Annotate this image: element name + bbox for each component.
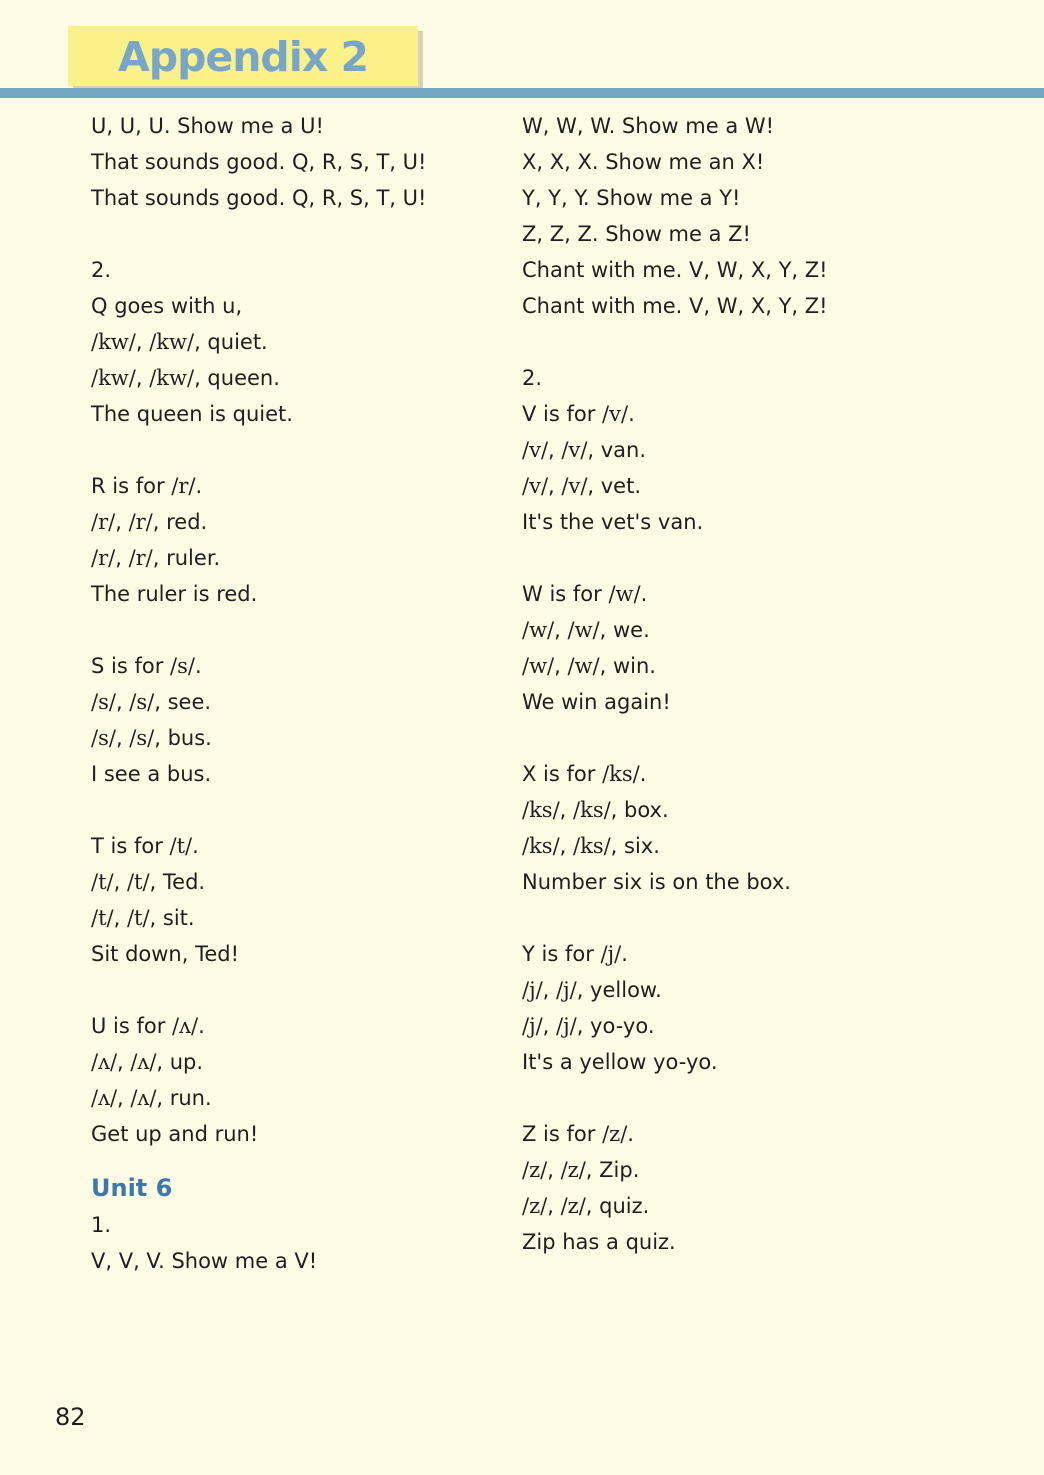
text-line: I see a bus. [91, 762, 212, 786]
text-line: We win again! [522, 690, 671, 714]
text-line: Z, Z, Z. Show me a Z! [522, 222, 751, 246]
text-line: Chant with me. V, W, X, Y, Z! [522, 258, 828, 282]
text-line: The ruler is red. [91, 582, 258, 606]
phonetic-symbol: /s/ [129, 690, 155, 714]
phonetic-symbol: /w/ [567, 654, 600, 678]
text-line: W, W, W. Show me a W! [522, 114, 775, 138]
text-line: /v/, /v/, vet. [522, 474, 641, 498]
phonetic-symbol: /t/ [91, 906, 114, 930]
text-line: /ks/, /ks/, six. [522, 834, 660, 858]
phonetic-symbol: /j/ [522, 1014, 543, 1038]
phonetic-symbol: /ks/ [522, 834, 560, 858]
phonetic-symbol: /t/ [126, 906, 150, 930]
phonetic-symbol: /v/ [561, 474, 588, 498]
text-line: V, V, V. Show me a V! [91, 1249, 318, 1273]
phonetic-symbol: /kw/ [149, 366, 195, 390]
text-line: V is for /v/. [522, 402, 635, 426]
phonetic-symbol: /s/ [170, 654, 195, 678]
header-divider [0, 88, 1044, 98]
text-line: /ʌ/, /ʌ/, up. [91, 1050, 204, 1074]
blank-line [522, 540, 992, 576]
text-line: That sounds good. Q, R, S, T, U! [91, 150, 427, 174]
blank-line [522, 720, 992, 756]
text-line: /ʌ/, /ʌ/, run. [91, 1086, 212, 1110]
text-line: /z/, /z/, Zip. [522, 1158, 640, 1182]
left-column [91, 108, 491, 1279]
text-line: /ks/, /ks/, box. [522, 798, 669, 822]
text-line: Q goes with u, [91, 294, 243, 318]
text-line: U is for /ʌ/. [91, 1014, 205, 1038]
phonetic-symbol: /ʌ/ [91, 1050, 118, 1074]
phonetic-symbol: /s/ [91, 726, 116, 750]
text-line: It's a yellow yo-yo. [522, 1050, 718, 1074]
text-line: /j/, /j/, yo-yo. [522, 1014, 655, 1038]
text-line: Chant with me. V, W, X, Y, Z! [522, 294, 828, 318]
phonetic-symbol: /v/ [561, 438, 588, 462]
phonetic-symbol: /kw/ [91, 366, 136, 390]
text-line: /t/, /t/, Ted. [91, 870, 206, 894]
text-line: The queen is quiet. [91, 402, 293, 426]
text-line: R is for /r/. [91, 474, 203, 498]
right-column [522, 108, 992, 1260]
text-line: Sit down, Ted! [91, 942, 240, 966]
phonetic-symbol: /kw/ [91, 330, 136, 354]
phonetic-symbol: /ks/ [602, 762, 640, 786]
phonetic-symbol: /ʌ/ [91, 1086, 118, 1110]
phonetic-symbol: /t/ [126, 870, 150, 894]
phonetic-symbol: /r/ [171, 474, 196, 498]
text-line: That sounds good. Q, R, S, T, U! [91, 186, 427, 210]
left-unit-block [91, 1207, 491, 1279]
text-line: /kw/, /kw/, quiet. [91, 330, 268, 354]
phonetic-symbol: /j/ [556, 978, 577, 1002]
text-line: 1. [91, 1213, 112, 1237]
blank-line [91, 216, 491, 252]
text-line: /w/, /w/, win. [522, 654, 656, 678]
phonetic-symbol: /j/ [522, 978, 543, 1002]
phonetic-symbol: /z/ [560, 1158, 586, 1182]
blank-line [91, 432, 491, 468]
phonetic-symbol: /z/ [522, 1194, 548, 1218]
text-line: S is for /s/. [91, 654, 202, 678]
blank-line [91, 972, 491, 1008]
text-line: Number six is on the box. [522, 870, 791, 894]
text-line: /j/, /j/, yellow. [522, 978, 662, 1002]
phonetic-symbol: /ks/ [522, 798, 560, 822]
text-line: U, U, U. Show me a U! [91, 114, 324, 138]
phonetic-symbol: /s/ [91, 690, 116, 714]
text-line: /s/, /s/, bus. [91, 726, 212, 750]
phonetic-symbol: /ʌ/ [172, 1014, 199, 1038]
text-line: /t/, /t/, sit. [91, 906, 195, 930]
phonetic-symbol: /w/ [522, 618, 555, 642]
phonetic-symbol: /r/ [128, 546, 153, 570]
phonetic-symbol: /s/ [129, 726, 155, 750]
text-line: Get up and run! [91, 1122, 259, 1146]
text-line: /v/, /v/, van. [522, 438, 647, 462]
right-text-block [522, 108, 992, 1260]
text-line: Y is for /j/. [522, 942, 628, 966]
blank-line [522, 1080, 992, 1116]
text-line: 2. [91, 258, 112, 282]
phonetic-symbol: /z/ [522, 1158, 548, 1182]
text-line: /r/, /r/, ruler. [91, 546, 221, 570]
phonetic-symbol: /kw/ [149, 330, 195, 354]
phonetic-symbol: /w/ [608, 582, 641, 606]
phonetic-symbol: /w/ [567, 618, 600, 642]
phonetic-symbol: /ʌ/ [130, 1050, 157, 1074]
text-line: T is for /t/. [91, 834, 199, 858]
phonetic-symbol: /v/ [522, 474, 549, 498]
phonetic-symbol: /ks/ [573, 798, 611, 822]
phonetic-symbol: /v/ [522, 438, 549, 462]
text-line: Z is for /z/. [522, 1122, 634, 1146]
blank-line [91, 612, 491, 648]
text-line: /w/, /w/, we. [522, 618, 650, 642]
text-line: /r/, /r/, red. [91, 510, 208, 534]
phonetic-symbol: /t/ [169, 834, 193, 858]
text-line: X, X, X. Show me an X! [522, 150, 765, 174]
text-line: Zip has a quiz. [522, 1230, 676, 1254]
blank-line [522, 900, 992, 936]
phonetic-symbol: /v/ [602, 402, 629, 426]
text-line: Y, Y, Y. Show me a Y! [522, 186, 741, 210]
left-text-block [91, 108, 491, 1152]
phonetic-symbol: /t/ [91, 870, 114, 894]
phonetic-symbol: /r/ [128, 510, 153, 534]
text-line: 2. [522, 366, 543, 390]
text-line: It's the vet's van. [522, 510, 704, 534]
phonetic-symbol: /ʌ/ [130, 1086, 157, 1110]
phonetic-symbol: /w/ [522, 654, 555, 678]
blank-line [91, 792, 491, 828]
unit-heading: Unit 6 [91, 1174, 173, 1202]
phonetic-symbol: /j/ [600, 942, 622, 966]
text-line: W is for /w/. [522, 582, 648, 606]
page-number: 82 [55, 1403, 86, 1431]
text-line: /s/, /s/, see. [91, 690, 212, 714]
text-line: X is for /ks/. [522, 762, 647, 786]
text-line: /kw/, /kw/, queen. [91, 366, 280, 390]
phonetic-symbol: /r/ [91, 510, 116, 534]
text-line: /z/, /z/, quiz. [522, 1194, 650, 1218]
blank-line [522, 324, 992, 360]
phonetic-symbol: /z/ [602, 1122, 628, 1146]
phonetic-symbol: /z/ [560, 1194, 586, 1218]
phonetic-symbol: /ks/ [573, 834, 611, 858]
page-title: Appendix 2 [118, 33, 369, 81]
phonetic-symbol: /r/ [91, 546, 116, 570]
phonetic-symbol: /j/ [556, 1014, 577, 1038]
